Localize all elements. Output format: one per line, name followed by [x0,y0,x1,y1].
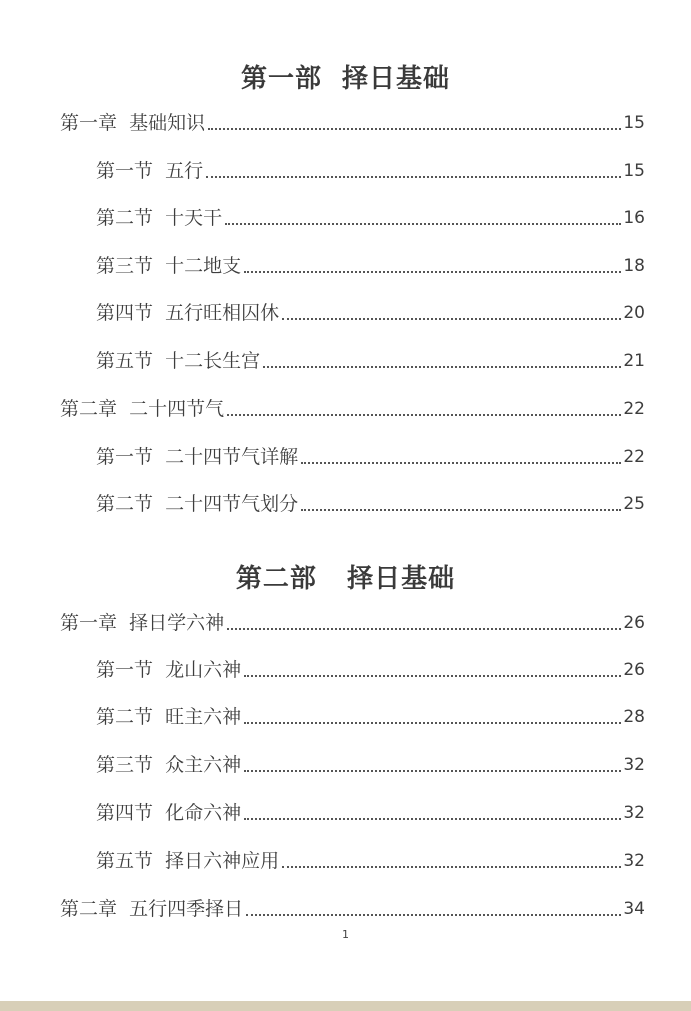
dot-leader [244,770,621,772]
toc-entry-page: 28 [623,707,645,727]
toc-entry-page: 21 [623,351,645,371]
toc-entry-label: 第二节 旺主六神 [96,706,242,728]
toc-entry-page: 16 [623,208,645,228]
toc-entry-section[interactable] [96,157,645,185]
toc-entry-section[interactable] [96,252,645,280]
toc-entry-section[interactable] [96,751,645,779]
dot-leader [208,128,621,130]
dot-leader [282,318,621,320]
toc-entry-label: 第一节 二十四节气详解 [96,446,299,468]
toc-entry-chapter[interactable] [60,109,645,137]
toc-entry-chapter[interactable] [60,395,645,423]
dot-leader [246,914,621,916]
toc-entry-page: 15 [623,113,645,133]
toc-entry-label: 第一节 五行 [96,160,204,182]
toc-entry-label: 第四节 化命六神 [96,802,242,824]
toc-entry-page: 15 [623,161,645,181]
toc-entry-section[interactable] [96,204,645,232]
part-title: 第二部 择日基础 [235,564,456,594]
toc-entry-section[interactable] [96,347,645,375]
toc-entry-label: 第一章 基础知识 [60,112,206,134]
toc-entry-label: 第四节 五行旺相囚休 [96,302,280,324]
dot-leader [227,628,621,630]
toc-entry-label: 第一章 择日学六神 [60,612,225,634]
dot-leader [244,675,621,677]
toc-entry-page: 20 [623,303,645,323]
toc-entry-label: 第三节 十二地支 [96,255,242,277]
toc-entry-chapter[interactable] [60,895,645,923]
toc-entry-label: 第二章 五行四季择日 [60,898,244,920]
dot-leader [301,509,621,511]
page-bottom-border [0,1001,691,1011]
dot-leader [227,414,621,416]
toc-entry-page: 25 [623,494,645,514]
toc-entry-label: 第三节 众主六神 [96,754,242,776]
toc-entry-section[interactable] [96,847,645,875]
toc-entry-chapter[interactable] [60,609,645,637]
toc-entry-page: 32 [623,851,645,871]
toc-entry-label: 第二节 十天干 [96,207,223,229]
toc-entry-page: 32 [623,755,645,775]
toc-entry-page: 26 [623,613,645,633]
toc-entry-page: 34 [623,899,645,919]
dot-leader [282,866,621,868]
toc-entry-label: 第一节 龙山六神 [96,659,242,681]
toc-entry-page: 32 [623,803,645,823]
dot-leader [225,223,621,225]
dot-leader [206,176,621,178]
part-title: 第一部 择日基础 [240,64,451,94]
toc-entry-section[interactable] [96,299,645,327]
toc-entry-page: 26 [623,660,645,680]
dot-leader [301,462,621,464]
toc-entry-label: 第五节 择日六神应用 [96,850,280,872]
toc-entry-label: 第五节 十二长生宫 [96,350,261,372]
dot-leader [263,366,621,368]
dot-leader [244,271,621,273]
page-number: 1 [342,928,349,941]
toc-entry-section[interactable] [96,799,645,827]
toc-entry-section[interactable] [96,703,645,731]
toc-entry-section[interactable] [96,656,645,684]
toc-entry-page: 22 [623,399,645,419]
toc-entry-section[interactable] [96,443,645,471]
toc-entry-label: 第二节 二十四节气划分 [96,493,299,515]
toc-entry-label: 第二章 二十四节气 [60,398,225,420]
dot-leader [244,722,621,724]
toc-entry-page: 18 [623,256,645,276]
toc-entry-section[interactable] [96,490,645,518]
toc-entry-page: 22 [623,447,645,467]
dot-leader [244,818,621,820]
